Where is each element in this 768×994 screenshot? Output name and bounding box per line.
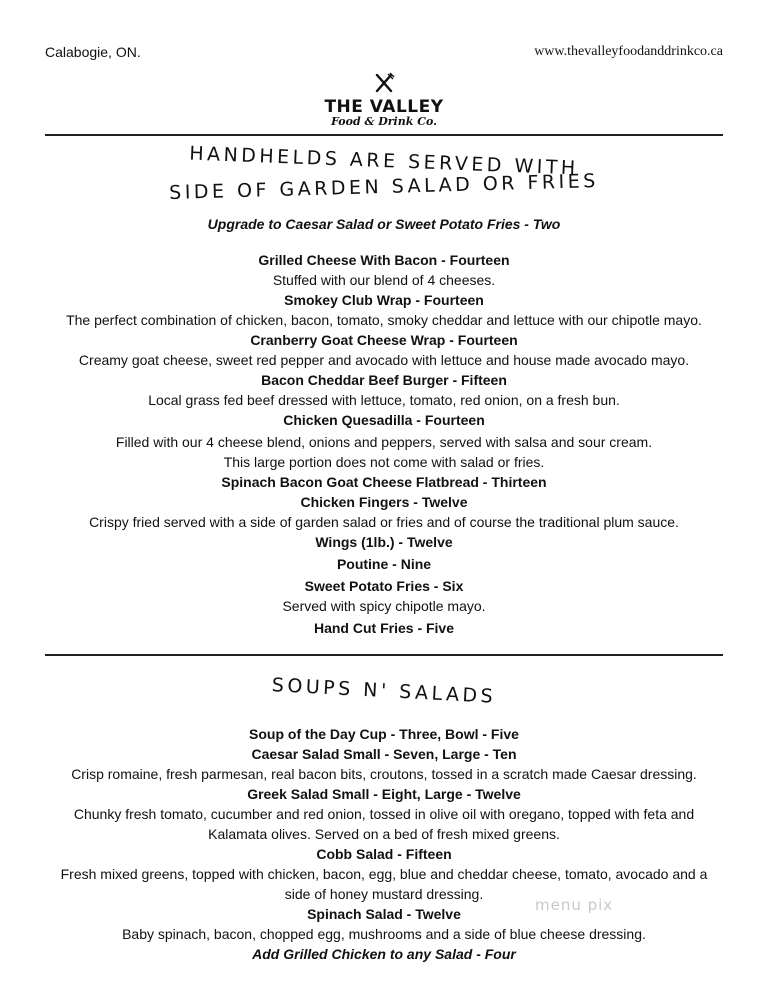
menu-item-desc: Chunky fresh tomato, cucumber and red onion, tossed in olive oil with oregano, topped with feta and	[73, 806, 695, 822]
menu-item-name: Hand Cut Fries - Five	[313, 620, 455, 636]
handhelds-heading-line2: SIDE OF GARDEN SALAD OR FRIES	[168, 170, 600, 204]
menu-item-name: Chicken Fingers - Twelve	[300, 494, 468, 510]
menu-item-desc: Stuffed with our blend of 4 cheeses.	[272, 272, 496, 288]
menu-item-desc: This large portion does not come with salad or fries.	[223, 454, 545, 470]
menu-item-name: Spinach Salad - Twelve	[307, 906, 461, 922]
menu-item-name: Caesar Salad Small - Seven, Large - Ten	[251, 746, 517, 762]
menu-item-name: Sweet Potato Fries - Six	[304, 578, 464, 594]
menu-item-desc: Served with spicy chipotle mayo.	[282, 598, 486, 614]
menu-item-name: Smokey Club Wrap - Fourteen	[284, 292, 484, 308]
soups-heading: SOUPS N' SALADS	[271, 674, 497, 708]
menu-item-desc: Crisp romaine, fresh parmesan, real bacon bits, croutons, tossed in a scratch made Caesar dressing.	[71, 766, 697, 782]
menu-item-name: Cobb Salad - Fifteen	[316, 846, 452, 862]
logo	[0, 72, 768, 128]
menu-item-desc: Baby spinach, bacon, chopped egg, mushrooms and a side of blue cheese dressing.	[122, 926, 646, 942]
menu-item-desc: Filled with our 4 cheese blend, onions and peppers, served with salsa and sour cream.	[115, 434, 653, 450]
menu-item-name: Soup of the Day Cup - Three, Bowl - Five	[249, 726, 519, 742]
divider-middle	[45, 654, 723, 656]
logo-title: THE VALLEY	[324, 97, 444, 117]
menu-item-desc: Creamy goat cheese, sweet red pepper and avocado with lettuce and house made avocado mayo.	[78, 352, 690, 368]
menu-item-name: Cranberry Goat Cheese Wrap - Fourteen	[250, 332, 518, 348]
menu-item-name: Wings (1lb.) - Twelve	[315, 534, 453, 550]
menu-item-desc: Kalamata olives. Served on a bed of fresh mixed greens.	[208, 826, 560, 842]
logo-subtitle: Food & Drink Co.	[331, 115, 437, 128]
handhelds-section	[20, 214, 748, 638]
website-link[interactable]: www.thevalleyfoodanddrinkco.ca	[534, 44, 723, 59]
menu-item-desc: side of honey mustard dressing.	[284, 886, 484, 902]
menu-item-desc: Crispy fried served with a side of garden salad or fries and of course the traditional plum sauce.	[89, 514, 679, 530]
add-chicken-note: Add Grilled Chicken to any Salad - Four	[252, 946, 516, 962]
watermark: menu pix	[535, 896, 614, 914]
menu-item-name: Grilled Cheese With Bacon - Fourteen	[258, 252, 510, 268]
menu-item-desc: Local grass fed beef dressed with lettuce, tomato, red onion, on a fresh bun.	[148, 392, 620, 408]
menu-item-name: Chicken Quesadilla - Fourteen	[283, 412, 485, 428]
menu-item-name: Bacon Cheddar Beef Burger - Fifteen	[261, 372, 507, 388]
menu-item-name: Greek Salad Small - Eight, Large - Twelve	[247, 786, 521, 802]
location-text: Calabogie, ON.	[45, 44, 141, 60]
menu-item-desc: Fresh mixed greens, topped with chicken, bacon, egg, blue and cheddar cheese, tomato, avocado and a	[60, 866, 708, 882]
menu-item-name: Spinach Bacon Goat Cheese Flatbread - Thirteen	[221, 474, 547, 490]
fork-and-knife-icon	[0, 72, 768, 98]
menu-item-name: Poutine - Nine	[336, 556, 432, 572]
divider-top	[45, 134, 723, 136]
handhelds-heading-line1: HANDHELDS ARE SERVED WITH	[188, 142, 580, 180]
upgrade-note: Upgrade to Caesar Salad or Sweet Potato Fries - Two	[207, 216, 561, 232]
menu-item-desc: The perfect combination of chicken, bacon, tomato, smoky cheddar and lettuce with our chipotle mayo.	[66, 312, 702, 328]
soups-section	[20, 724, 748, 964]
